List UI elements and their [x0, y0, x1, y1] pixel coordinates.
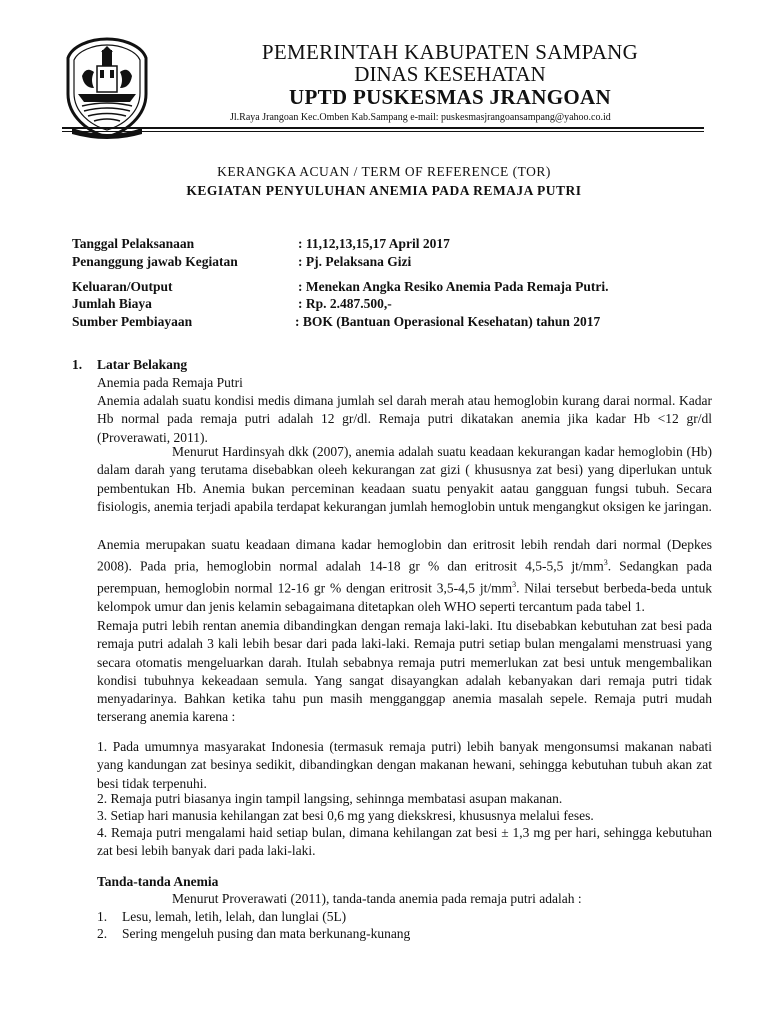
letterhead-rule-thick [62, 127, 704, 129]
reason-item-4: 4. Remaja putri mengalami haid setiap bulan, dimana kehilangan zat besi ± 1,3 mg per hari, sehingga kebutuhan zat besi lebih banyak dari pada laki-laki. [97, 825, 712, 859]
paragraph-depkes: Anemia merupakan suatu keadaan dimana kadar hemoglobin dan eritrosit lebih rendah dari normal (Depkes 2008). Pada pria, hemoglobin normal adalah 14-18 gr % dan eritrosit 4,5-5,5 $jt/mm^3$. Sedangkan pada perempuan, hemoglobin normal 12-16 gr % dengan eritrosit 3,5-4,5 $jt/mm^3$. Nilai tersebut berbeda-beda untuk kelompok umur dan jenis kelamin sebagaimana ditetapkan oleh WHO seperti tercantum pada tabel 1. [97, 537, 713, 614]
info-label-funding: Sumber Pembiayaan [72, 314, 193, 329]
reason-item-1: 1. Pada umumnya masyarakat Indonesia (termasuk remaja putri) lebih banyak mengonsumsi makanan nabati yang kandungan zat besinya sedikit, dibandingkan dengan makanan hewani, sehingga kebutuhan tubuh akan zat besi tidak terpenuhi. [97, 739, 712, 791]
letterhead-department: DINAS KESEHATAN [354, 62, 546, 86]
info-value-output: : Menekan Angka Resiko Anemia Pada Remaja Putri. [298, 279, 609, 294]
sign-text-2: Sering mengeluh pusing dan mata berkunang-kunang [122, 926, 411, 941]
letterhead-government: PEMERINTAH KABUPATEN SAMPANG [261, 40, 639, 64]
reason-item-3: 3. Setiap hari manusia kehilangan zat besi 0,6 mg yang diekskresi, khususnya melalui feses. [97, 808, 594, 823]
section-heading: Latar Belakang [97, 357, 188, 372]
section-number: 1. [72, 357, 83, 372]
info-label-date: Tanggal Pelaksanaan [72, 236, 195, 251]
document-subtitle: KEGIATAN PENYULUHAN ANEMIA PADA REMAJA PUTRI [186, 183, 582, 198]
signs-heading: Tanda-tanda Anemia [97, 874, 219, 889]
paragraph-anemia-definition: Anemia adalah suatu kondisi medis dimana jumlah sel darah merah atau hemoglobin kurang darai normal. Kadar Hb normal pada remaja putri adalah 12 gr/dl. Remaja putri dikatakan anemia jika kadar Hb <12 gr/dl (Proverawati, 2011). [97, 393, 712, 445]
paragraph-susceptibility: Remaja putri lebih rentan anemia dibandingkan dengan remaja laki-laki. Itu disebabkan kebutuhan zat besi pada remaja putri adalah 3 kali lebih besar dari pada laki-laki. Remaja putri setiap bulan mengalami menstruasi yang secara otomatis mengeluarkan darah. Itulah sebabnya remaja putri memerlukan zat besi untuk mengembalikan kondisi tubuhnya kekeadaan semula. Yang sangat disayangkan adalah kebanyakan dari remaja putri tidak menyadarinya. Bahkan ketika tahu pun masih mengganggap anemia masalah sepele. Remaja putri mudah terserang anemia karena : [97, 618, 712, 725]
sign-number-1: 1. [97, 909, 108, 924]
info-label-responsible: Penanggung jawab Kegiatan [72, 254, 238, 269]
info-value-budget: : Rp. 2.487.500,- [298, 296, 392, 311]
info-value-funding: : BOK (Bantuan Operasional Kesehatan) tahun 2017 [295, 314, 601, 329]
document-title: KERANGKA ACUAN / TERM OF REFERENCE (TOR) [217, 164, 551, 179]
reason-item-2: 2. Remaja putri biasanya ingin tampil langsing, sehinnga membatasi asupan makanan. [97, 791, 563, 806]
section-subheading: Anemia pada Remaja Putri [97, 375, 243, 390]
sign-number-2: 2. [97, 926, 108, 941]
info-value-responsible: : Pj. Pelaksana Gizi [298, 254, 412, 269]
signs-intro: Menurut Proverawati (2011), tanda-tanda anemia pada remaja putri adalah : [172, 891, 582, 906]
info-value-date: : 11,12,13,15,17 April 2017 [298, 236, 450, 251]
info-label-budget: Jumlah Biaya [72, 296, 152, 311]
sign-text-1: Lesu, lemah, letih, lelah, dan lunglai (5L) [122, 909, 347, 924]
regency-emblem-logo [64, 36, 150, 140]
letterhead-rule-thin [62, 131, 704, 132]
letterhead-institution: UPTD PUSKESMAS JRANGOAN [289, 85, 611, 109]
info-label-output: Keluaran/Output [72, 279, 173, 294]
paragraph-hardinsyah: Menurut Hardinsyah dkk (2007), anemia adalah suatu keadaan kekurangan kadar hemoglobin (Hb) dalam darah yang terutama disebabkan oleeh kekurangan zat gizi ( khususnya zat besi) yang diperlukan untuk pembentukan Hb. Anemia bukan perceminan keadaan suatu penyakit aatau gangguan fungsi tubuh. Secara fisiologis, anemia terjadi apabila terdapat kekurangan jumlah hemoglobin untuk mengangkut oksigen ke jaringan. [97, 444, 712, 514]
letterhead-address: Jl.Raya Jrangoan Kec.Omben Kab.Sampang e-mail: puskesmasjrangoansampang@yahoo.co.id [230, 112, 611, 123]
